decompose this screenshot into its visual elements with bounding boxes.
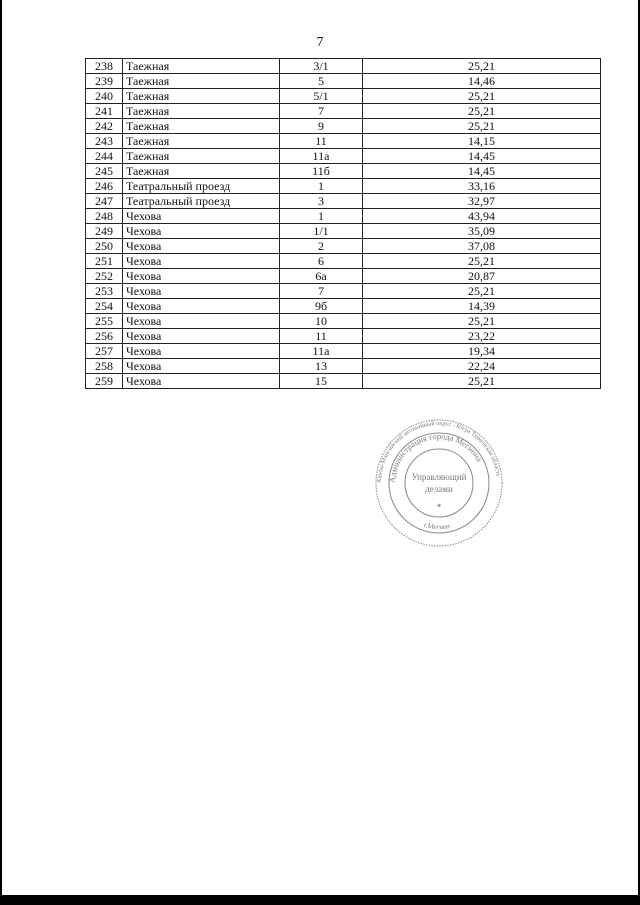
- street-name: Чехова: [123, 239, 280, 254]
- house-number: 1/1: [280, 224, 363, 239]
- table-row: [86, 239, 601, 254]
- rate-value: 25,21: [363, 119, 601, 134]
- house-number: 11: [280, 329, 363, 344]
- rate-value: 14,45: [363, 149, 601, 164]
- house-number: 6: [280, 254, 363, 269]
- rate-value: 32,97: [363, 194, 601, 209]
- row-number: 249: [86, 224, 123, 239]
- row-number: 258: [86, 359, 123, 374]
- row-number: 250: [86, 239, 123, 254]
- street-name: Таежная: [123, 119, 280, 134]
- row-number: 252: [86, 269, 123, 284]
- row-number: 254: [86, 299, 123, 314]
- row-number: 257: [86, 344, 123, 359]
- stamp-center-line1: Управляющий: [411, 472, 467, 482]
- row-number: 245: [86, 164, 123, 179]
- table-row: [86, 284, 601, 299]
- stamp-center-line2: делами: [425, 484, 453, 494]
- rate-value: 25,21: [363, 104, 601, 119]
- rate-value: 25,21: [363, 314, 601, 329]
- rate-value: 20,87: [363, 269, 601, 284]
- street-name: Таежная: [123, 104, 280, 119]
- rate-value: 14,15: [363, 134, 601, 149]
- rate-value: 14,46: [363, 74, 601, 89]
- rate-value: 14,39: [363, 299, 601, 314]
- house-number: 5/1: [280, 89, 363, 104]
- house-number: 3: [280, 194, 363, 209]
- table-row: [86, 59, 601, 74]
- street-name: Чехова: [123, 224, 280, 239]
- tariff-table-body: [86, 59, 601, 389]
- house-number: 7: [280, 104, 363, 119]
- rate-value: 25,21: [363, 284, 601, 299]
- house-number: 11а: [280, 149, 363, 164]
- house-number: 9б: [280, 299, 363, 314]
- rate-value: 22,24: [363, 359, 601, 374]
- street-name: Таежная: [123, 59, 280, 74]
- street-name: Чехова: [123, 314, 280, 329]
- table-row: [86, 149, 601, 164]
- table-row: [86, 329, 601, 344]
- street-name: Таежная: [123, 89, 280, 104]
- table-row: [86, 359, 601, 374]
- house-number: 1: [280, 209, 363, 224]
- street-name: Чехова: [123, 254, 280, 269]
- stamp-outer-text: Ханты-Мансийский автономный округ - Югра Тюменская область: [375, 419, 502, 484]
- official-seal-stamp: [374, 418, 504, 548]
- table-row: [86, 194, 601, 209]
- rate-value: 25,21: [363, 254, 601, 269]
- table-row: [86, 209, 601, 224]
- street-name: Чехова: [123, 299, 280, 314]
- row-number: 248: [86, 209, 123, 224]
- street-name: Таежная: [123, 164, 280, 179]
- house-number: 7: [280, 284, 363, 299]
- street-name: Чехова: [123, 269, 280, 284]
- house-number: 11б: [280, 164, 363, 179]
- table-row: [86, 104, 601, 119]
- row-number: 242: [86, 119, 123, 134]
- street-name: Театральный проезд: [123, 194, 280, 209]
- row-number: 259: [86, 374, 123, 389]
- table-row: [86, 314, 601, 329]
- house-number: 13: [280, 359, 363, 374]
- rate-value: 19,34: [363, 344, 601, 359]
- row-number: 255: [86, 314, 123, 329]
- table-row: [86, 134, 601, 149]
- stamp-inner-text: Администрация города Мегиона: [387, 431, 484, 484]
- rate-value: 25,21: [363, 59, 601, 74]
- table-row: [86, 299, 601, 314]
- table-row: [86, 269, 601, 284]
- house-number: 9: [280, 119, 363, 134]
- table-row: [86, 164, 601, 179]
- row-number: 240: [86, 89, 123, 104]
- row-number: 244: [86, 149, 123, 164]
- rate-value: 25,21: [363, 89, 601, 104]
- street-name: Чехова: [123, 209, 280, 224]
- table-row: [86, 179, 601, 194]
- street-name: Таежная: [123, 149, 280, 164]
- table-row: [86, 119, 601, 134]
- row-number: 247: [86, 194, 123, 209]
- tariff-table: [85, 58, 601, 389]
- house-number: 10: [280, 314, 363, 329]
- row-number: 243: [86, 134, 123, 149]
- rate-value: 23,22: [363, 329, 601, 344]
- table-row: [86, 254, 601, 269]
- rate-value: 33,16: [363, 179, 601, 194]
- table-row: [86, 74, 601, 89]
- house-number: 3/1: [280, 59, 363, 74]
- street-name: Чехова: [123, 329, 280, 344]
- table-row: [86, 344, 601, 359]
- street-name: Чехова: [123, 374, 280, 389]
- row-number: 238: [86, 59, 123, 74]
- street-name: Чехова: [123, 284, 280, 299]
- house-number: 5: [280, 74, 363, 89]
- row-number: 241: [86, 104, 123, 119]
- rate-value: 43,94: [363, 209, 601, 224]
- table-row: [86, 374, 601, 389]
- scan-left-edge: [0, 0, 2, 905]
- street-name: Таежная: [123, 74, 280, 89]
- stamp-star-icon: ✶: [436, 502, 442, 510]
- house-number: 1: [280, 179, 363, 194]
- page-number: 7: [316, 35, 324, 50]
- house-number: 6а: [280, 269, 363, 284]
- house-number: 2: [280, 239, 363, 254]
- scan-bottom-edge: [0, 895, 640, 905]
- street-name: Театральный проезд: [123, 179, 280, 194]
- row-number: 253: [86, 284, 123, 299]
- rate-value: 14,45: [363, 164, 601, 179]
- row-number: 246: [86, 179, 123, 194]
- street-name: Чехова: [123, 344, 280, 359]
- house-number: 15: [280, 374, 363, 389]
- house-number: 11а: [280, 344, 363, 359]
- table-row: [86, 89, 601, 104]
- row-number: 251: [86, 254, 123, 269]
- house-number: 11: [280, 134, 363, 149]
- street-name: Чехова: [123, 359, 280, 374]
- rate-value: 35,09: [363, 224, 601, 239]
- table-row: [86, 224, 601, 239]
- street-name: Таежная: [123, 134, 280, 149]
- stamp-bottom-text: г.Мегион: [422, 520, 451, 532]
- row-number: 256: [86, 329, 123, 344]
- svg-text:г.Мегион: [423, 521, 451, 531]
- rate-value: 25,21: [363, 374, 601, 389]
- rate-value: 37,08: [363, 239, 601, 254]
- row-number: 239: [86, 74, 123, 89]
